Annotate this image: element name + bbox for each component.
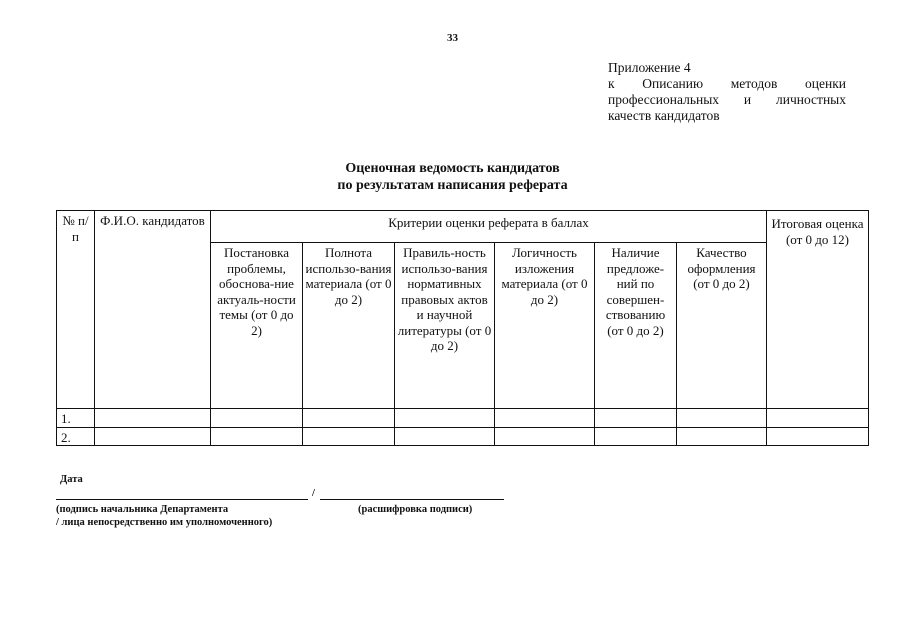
appendix-note: [608, 60, 846, 124]
signature-slash: /: [312, 488, 315, 499]
criterion-5: Наличие предложе-ний по совершен-ствованию (от 0 до 2): [595, 243, 677, 409]
header-criteria: Критерии оценки реферата в баллах: [211, 211, 767, 243]
evaluation-table: [56, 210, 869, 446]
header-name: Ф.И.О. кандидатов: [95, 211, 211, 409]
appendix-line-4: качеств кандидатов: [608, 108, 720, 123]
date-label: Дата: [60, 474, 83, 485]
table-row: [57, 409, 869, 428]
appendix-line-3: профессиональных и личностных: [608, 92, 846, 107]
criterion-4: Логичность изложения материала (от 0 до 2): [495, 243, 595, 409]
appendix-line-1: Приложение 4: [608, 60, 691, 75]
header-total: Итоговая оценка (от 0 до 12): [767, 211, 869, 409]
criterion-6: Качество оформления (от 0 до 2): [677, 243, 767, 409]
appendix-line-2: к Описанию методов оценки: [608, 76, 846, 91]
signature-caption: (подпись начальника Департамента: [56, 504, 229, 515]
table-row: [57, 427, 869, 446]
decipher-line: [320, 499, 504, 500]
signature-caption-2: / лица непосредственно им уполномоченного): [56, 517, 273, 528]
document-title: [0, 160, 905, 194]
header-number: № п/п: [57, 211, 95, 409]
page-number: 33: [447, 32, 458, 44]
title-line-1: Оценочная ведомость кандидатов: [345, 161, 560, 176]
criterion-1: Постановка проблемы, обоснова-ние актуаль-ности темы (от 0 до 2): [211, 243, 303, 409]
signature-line: [56, 499, 308, 500]
row-number: 1.: [57, 409, 95, 428]
row-number: 2.: [57, 427, 95, 446]
criterion-3: Правиль-ность использо-вания нормативных правовых актов и научной литературы (от 0 до 2): [395, 243, 495, 409]
decipher-caption: (расшифровка подписи): [358, 504, 473, 515]
criterion-2: Полнота использо-вания материала (от 0 до 2): [303, 243, 395, 409]
title-line-2: по результатам написания реферата: [337, 178, 568, 193]
